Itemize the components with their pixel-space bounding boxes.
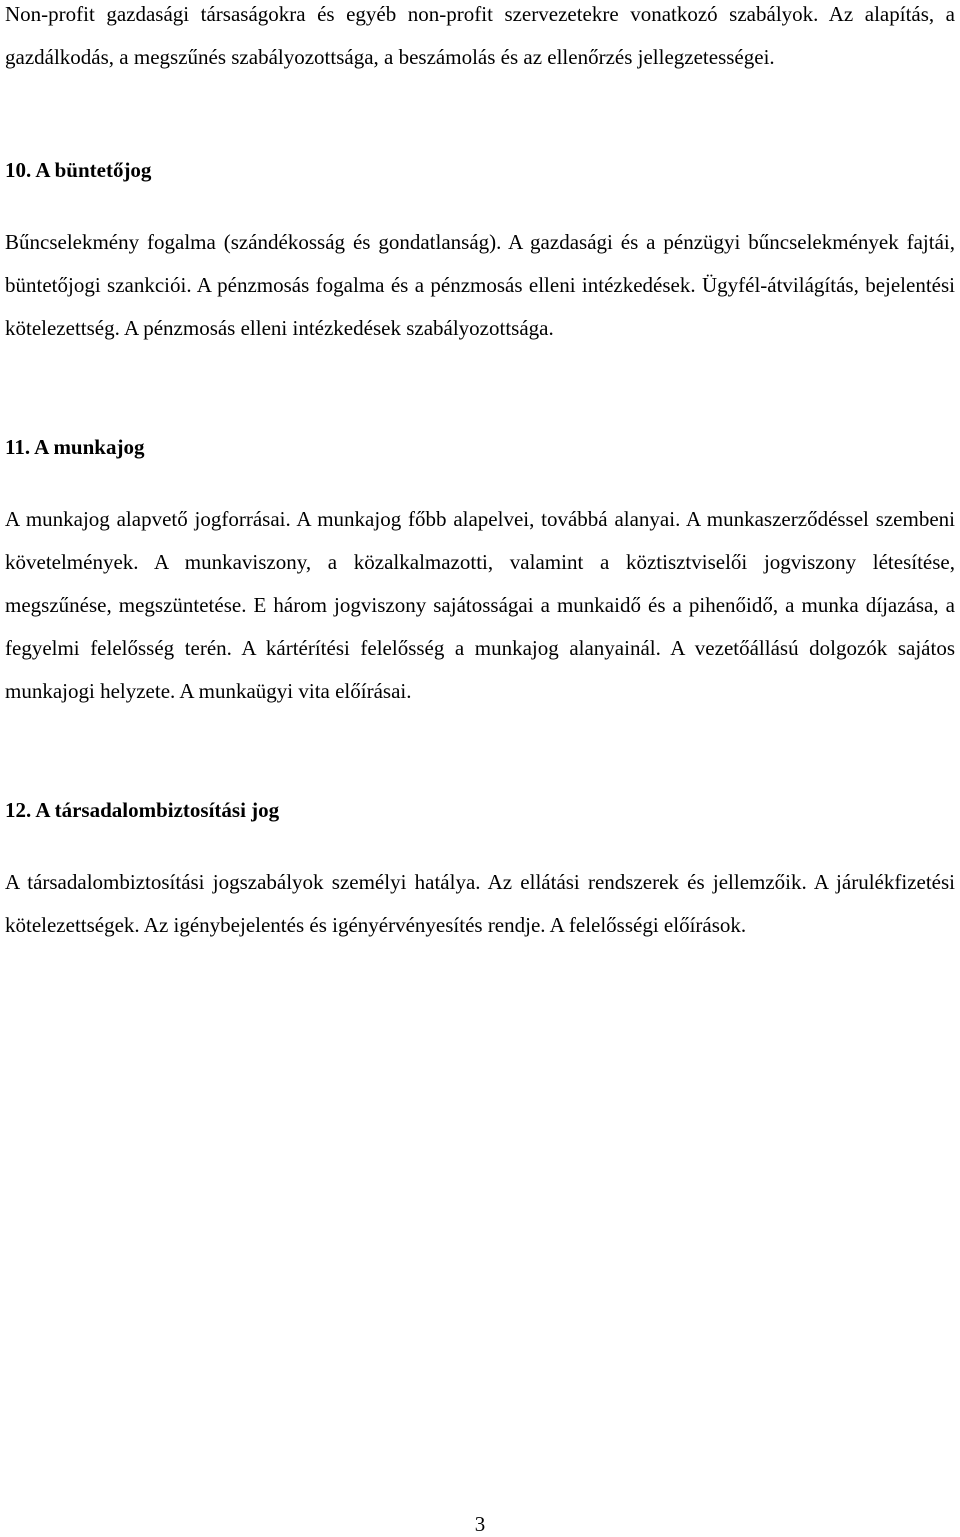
section-body-labour-law: A munkajog alapvető jogforrásai. A munkajog főbb alapelvei, továbbá alanyai. A munkaszerződéssel szembeni követelmények. A munkaviszony, a közalkalmazotti, valamint a köztisztviselői jogviszony létesítése, megszűnése, megszüntetése. E három jogviszony sajátosságai a munkaidő és a pihenőidő, a munka díjazása, a fegyelmi felelősség terén. A kártérítési felelősség a munkajog alanyainál. A vezetőállású dolgozók sajátos munkajogi helyzete. A munkaügyi vita előírásai. <box>5 507 955 703</box>
page-number: 3 <box>474 1512 486 1536</box>
section-heading-labour-law: 11. A munkajog <box>5 435 145 459</box>
section-heading-social-security-law: 12. A társadalombiztosítási jog <box>5 798 280 822</box>
section-body-social-security-law: A társadalombiztosítási jogszabályok személyi hatálya. Az ellátási rendszerek és jellemzőik. A járulékfizetési kötelezettségek. Az igénybejelentés és igényérvényesítés rendje. A felelősségi előírások. <box>5 870 955 937</box>
section-heading-criminal-law: 10. A büntetőjog <box>5 158 152 182</box>
section-body-criminal-law: Bűncselekmény fogalma (szándékosság és gondatlanság). A gazdasági és a pénzügyi bűncselekmények fajtái, büntetőjogi szankciói. A pénzmosás fogalma és a pénzmosás elleni intézkedések. Ügyfél-átvilágítás, bejelentési kötelezettség. A pénzmosás elleni intézkedések szabályozottsága. <box>5 230 955 340</box>
intro-paragraph: Non-profit gazdasági társaságokra és egyéb non-profit szervezetekre vonatkozó szabályok. Az alapítás, a gazdálkodás, a megszűnés szabályozottsága, a beszámolás és az ellenőrzés jellegzetességei. <box>5 2 955 69</box>
